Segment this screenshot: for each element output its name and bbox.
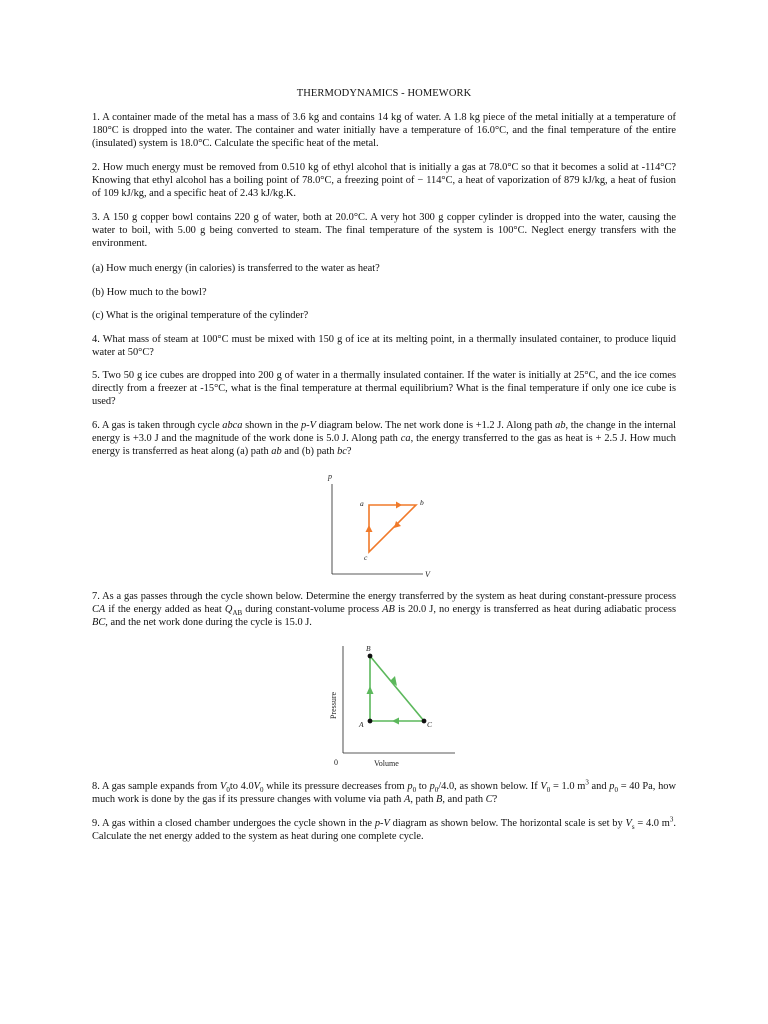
fig2-point-b [368, 654, 373, 659]
figure-pv-cycle-abc [315, 642, 465, 772]
problem-3c: (c) What is the original temperature of the cylinder? [92, 310, 309, 321]
figure-pv-cycle-abca [315, 470, 440, 582]
fig1-label-a: a [360, 499, 364, 508]
fig1-arrow-ca [366, 525, 373, 532]
fig1-axis-p-label: p [328, 472, 332, 481]
problem-4: 4. What mass of steam at 100°C must be mixed with 150 g of ice at its melting point, in a thermally insulated container, to produce liquid water at 50°C? [92, 334, 676, 358]
fig1-label-b: b [420, 498, 424, 507]
fig2-axis-volume-label: Volume [374, 759, 399, 768]
problem-3b: (b) How much to the bowl? [92, 287, 207, 298]
fig1-cycle-triangle [369, 505, 416, 552]
page-title: THERMODYNAMICS - HOMEWORK [296, 88, 472, 99]
fig2-cycle-triangle [370, 656, 424, 721]
fig2-label-b: B [366, 644, 371, 653]
fig2-origin-label: 0 [334, 758, 338, 767]
fig2-arrow-ca [392, 718, 399, 725]
fig2-label-a: A [359, 720, 364, 729]
fig1-label-c: c [364, 553, 368, 562]
fig1-arrow-ab [396, 502, 402, 509]
fig1-axis-v-label: V [425, 570, 430, 579]
fig2-point-c [422, 719, 427, 724]
problem-5: 5. Two 50 g ice cubes are dropped into 200 g of water in a thermally insulated container. If the water is initially at 25°C, and the ice comes directly from a freezer at -15°C, what is the final temperature at thermal equilibrium? What is the final temperature if only one ice cube is used? [92, 370, 676, 407]
problem-9: 9. A gas within a closed chamber undergoes the cycle shown in the p-V diagram as shown below. The horizontal scale is set by $V_s = 4.0$ $m^3$. Calculate the net energy added to the system as heat during one complete cycle. [92, 815, 676, 842]
problem-1: 1. A container made of the metal has a mass of 3.6 kg and contains 14 kg of water. A 1.8 kg piece of the metal initially at a temperature of 180°C is dropped into the water. The container and water initially have a temperature of 16.0°C, and the final temperature of the entire (insulated) system is 18.0°C. Calculate the specific heat of the metal. [92, 112, 676, 149]
problem-7: 7. As a gas passes through the cycle shown below. Determine the energy transferred by the system as heat during constant-pressure process CA if the energy added as heat $Q_{AB}$ during constant-volume process AB is 20.0 J, no energy is transferred as heat during adiabatic process BC, and the net work done during the cycle is 15.0 J. [92, 591, 677, 628]
problem-8: 8. A gas sample expands from $V_0to$ $4.0V_0$ while its pressure decreases from $p_0$ to $p_0/4.0$, as shown below. If $V_0 = 1.0$ $m^3$ and $p_0 = 40$ Pa, how much work is done by the gas if its pressure changes with volume via path A, path B, and path C? [92, 778, 677, 805]
problem-6: 6. A gas is taken through cycle abca shown in the p-V diagram below. The net work done is +1.2 J. Along path ab, the change in the internal energy is +3.0 J and the magnitude of the work done is 5.0 J. Along path ca, the energy transferred to the gas as heat is + 2.5 J. How much energy is transferred as heat along (a) path ab and (b) path bc? [92, 420, 677, 457]
problem-3: 3. A 150 g copper bowl contains 220 g of water, both at 20.0°C. A very hot 300 g copper cylinder is dropped into the water, causing the water to boil, with 5.00 g being converted to steam. The final temperature of the system is 100°C. Neglect energy transfers with the environment. [92, 212, 676, 249]
fig2-arrow-ab [367, 686, 374, 694]
fig2-axis-pressure-label: Pressure [329, 691, 338, 719]
fig2-point-a [368, 719, 373, 724]
fig2-label-c: C [427, 720, 433, 729]
problem-3a: (a) How much energy (in calories) is transferred to the water as heat? [92, 263, 380, 274]
problem-2: 2. How much energy must be removed from 0.510 kg of ethyl alcohol that is initially a gas at 78.0°C so that it becomes a solid at -114°C? Knowing that ethyl alcohol has a boiling point of 78.0°C, a freezing point of − 114°C, a heat of vaporization of 879 kJ/kg, a heat of fusion of 109 kJ/kg, and a specific heat of 2.43 kJ/kg.K. [92, 162, 676, 199]
